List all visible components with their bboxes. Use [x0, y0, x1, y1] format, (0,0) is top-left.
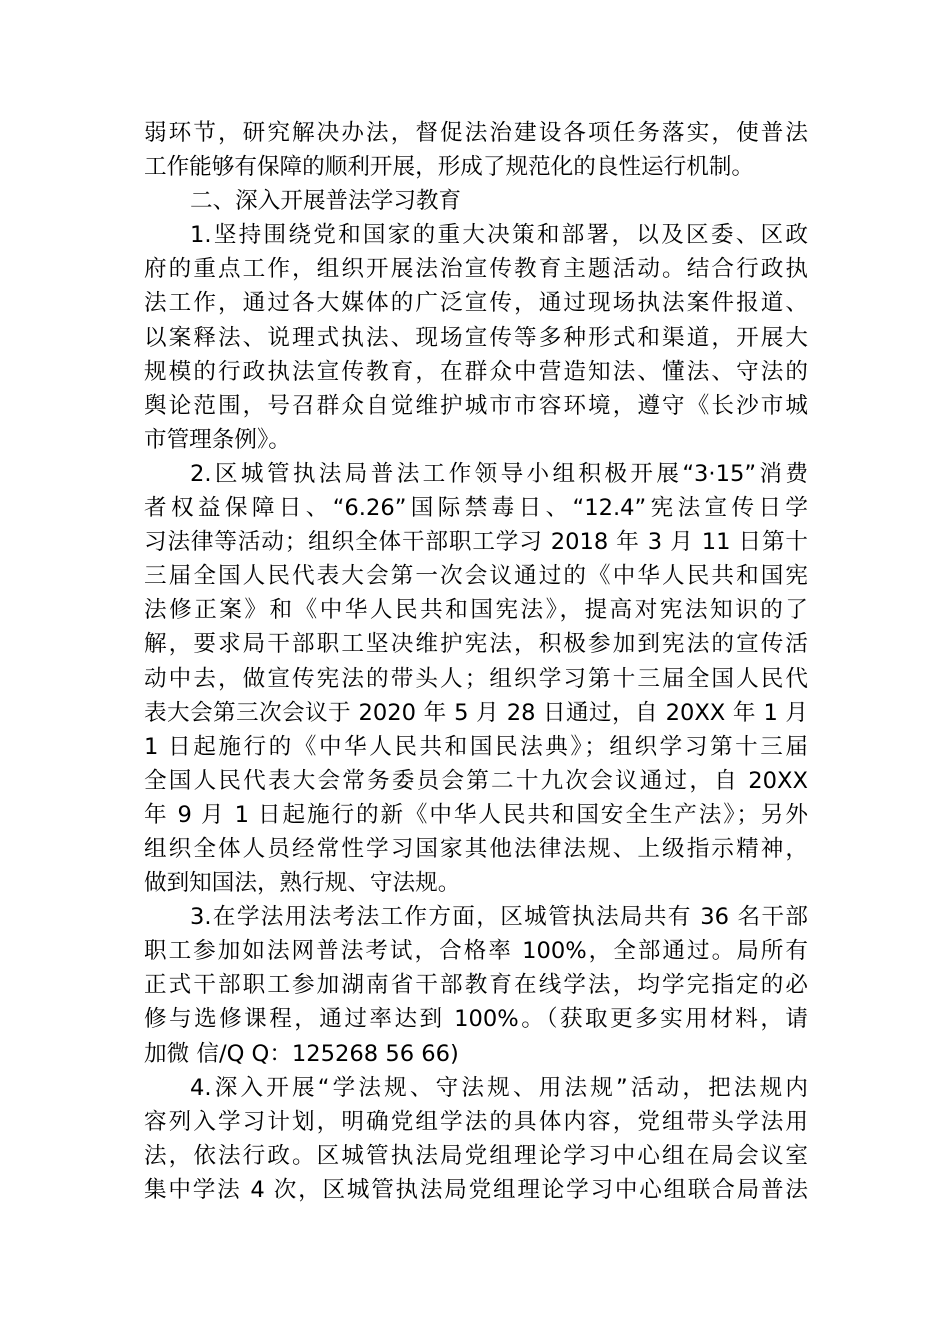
text-line: 者权益保障日、“6.26”国际禁毒日、“12.4”宪法宣传日学 — [144, 495, 808, 522]
text-line: 法工作，通过各大媒体的广泛宣传，通过现场执法案件报道、 — [144, 290, 808, 317]
text-line: 工作能够有保障的顺利开展，形成了规范化的良性运行机制。 — [144, 154, 755, 181]
text-line: 全国人民代表大会常务委员会第二十九次会议通过，自 20XX — [144, 767, 808, 794]
text-line: 加微 信/Q Q：125268 56 66) — [144, 1040, 459, 1067]
text-line: 市管理条例》。 — [144, 426, 291, 453]
text-line: 府的重点工作，组织开展法治宣传教育主题活动。结合行政执 — [144, 256, 808, 283]
text-line: 4.深入开展“学法规、守法规、用法规”活动，把法规内 — [190, 1074, 808, 1101]
text-line: 习法律等活动；组织全体干部职工学习 2018 年 3 月 11 日第十 — [144, 529, 808, 556]
text-line: 弱环节，研究解决办法，督促法治建设各项任务落实，使普法 — [144, 120, 808, 146]
text-line: 做到知国法，熟行规、守法规。 — [144, 870, 461, 897]
text-line: 解，要求局干部职工坚决维护宪法，积极参加到宪法的宣传活 — [144, 631, 808, 658]
text-line: 舆论范围，号召群众自觉维护城市市容环境，遵守《长沙市城 — [144, 392, 808, 419]
document-body — [144, 116, 808, 1207]
text-line: 3.在学法用法考法工作方面，区城管执法局共有 36 名干部 — [190, 904, 808, 931]
text-line: 1.坚持围绕党和国家的重大决策和部署，以及区委、区政 — [190, 222, 808, 249]
text-line: 年 9 月 1 日起施行的新《中华人民共和国安全生产法》；另外 — [144, 801, 808, 828]
text-line: 规模的行政执法宣传教育，在群众中营造知法、懂法、守法的 — [144, 358, 808, 385]
text-line: 2.区城管执法局普法工作领导小组积极开展“3·15”消费 — [190, 460, 808, 487]
text-line: 法修正案》和《中华人民共和国宪法》，提高对宪法知识的了 — [144, 597, 808, 624]
text-line: 法，依法行政。区城管执法局党组理论学习中心组在局会议室 — [144, 1142, 808, 1169]
text-line: 职工参加如法网普法考试，合格率 100%，全部通过。局所有 — [144, 938, 808, 965]
text-line: 正式干部职工参加湖南省干部教育在线学法，均学完指定的必 — [144, 972, 808, 999]
text-line: 修与选修课程，通过率达到 100%。（获取更多实用材料，请 — [144, 1006, 808, 1033]
text-line: 容列入学习计划，明确党组学法的具体内容，党组带头学法用 — [144, 1108, 808, 1135]
text-line: 三届全国人民代表大会第一次会议通过的《中华人民共和国宪 — [144, 563, 808, 590]
text-line: 1 日起施行的《中华人民共和国民法典》；组织学习第十三届 — [144, 733, 808, 760]
text-line: 二、深入开展普法学习教育 — [190, 188, 462, 215]
text-line: 组织全体人员经常性学习国家其他法律法规、上级指示精神， — [144, 835, 808, 862]
text-line: 动中去，做宣传宪法的带头人；组织学习第十三届全国人民代 — [144, 665, 808, 692]
text-line: 以案释法、说理式执法、现场宣传等多种形式和渠道，开展大 — [144, 324, 808, 351]
text-line: 表大会第三次会议于 2020 年 5 月 28 日通过，自 20XX 年 1 月 — [144, 699, 808, 726]
text-line: 集中学法 4 次，区城管执法局党组理论学习中心组联合局普法 — [144, 1176, 808, 1203]
